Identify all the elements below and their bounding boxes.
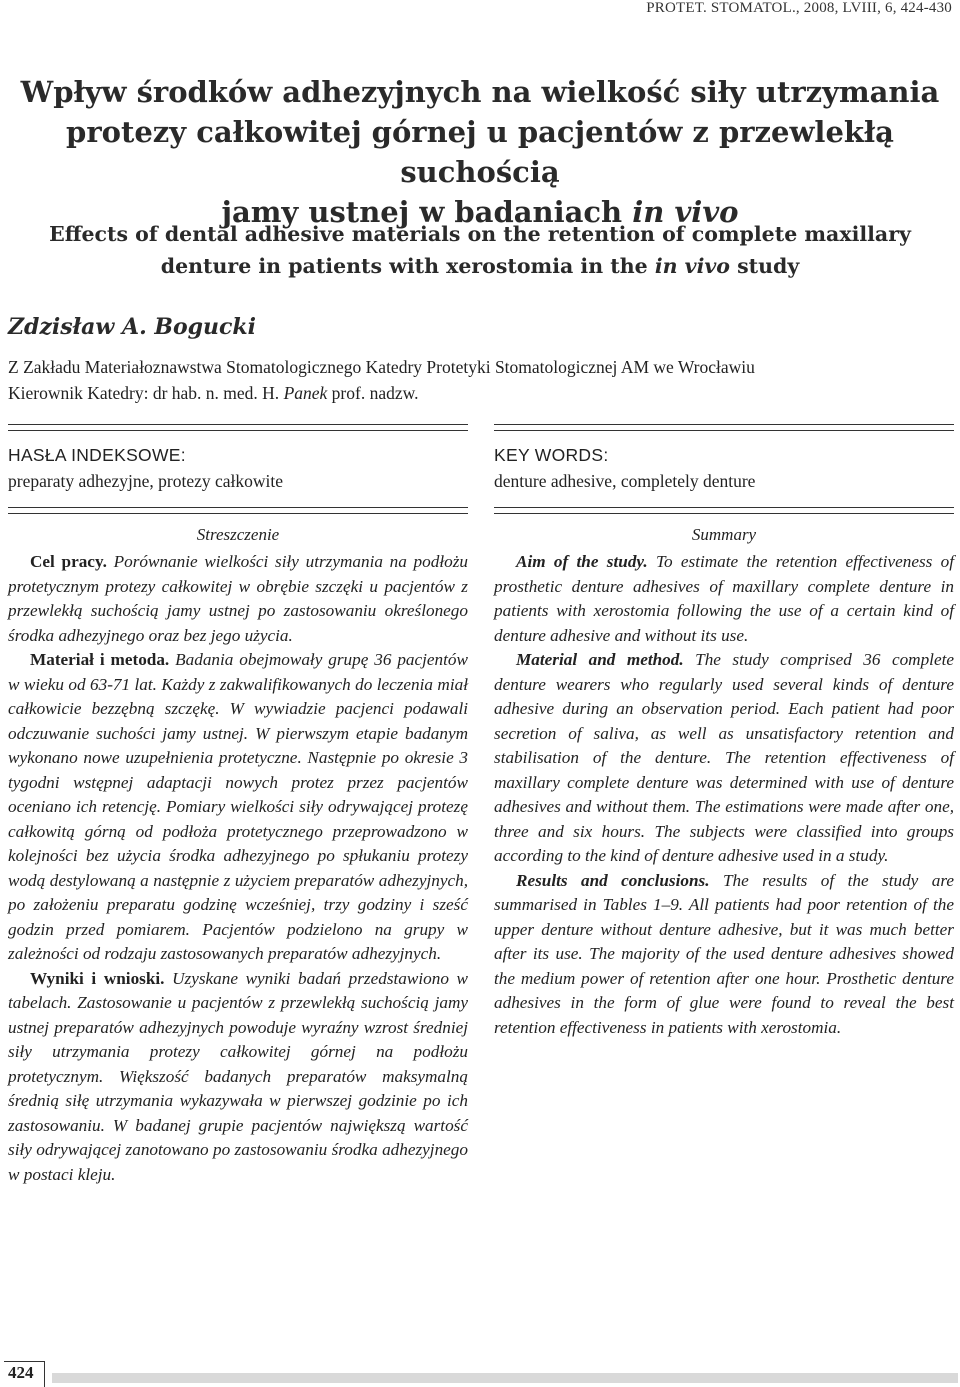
page-number: 424: [8, 1363, 34, 1382]
summary-polish-method-label: Materiał i metoda.: [30, 650, 170, 669]
summary-polish-results-text: Uzyskane wyniki badań przedstawiono w tabelach. Zastosowanie u pacjentów z przewlekłą suchością jamy ustnej preparatów adhezyjnych powoduje wyraźny wzrost średniej siły utrzymania protezy całkowitej górnej na podłożu protetycznym. Większość badanych preparatów maksymalną średnią siłę utrzymania wykazywała w pierwszej godzinie po ich zastosowaniu. W badanej grupie pacjentów największą wartość siły odrywającej zanotowano po zastosowaniu środka adhezyjnego w postaci kleju.: [8, 968, 468, 1184]
footer-bar: [52, 1373, 958, 1383]
summary-polish-method: [8, 648, 468, 967]
title-english-line-2-end: study: [729, 254, 800, 278]
affiliation-line-2: [8, 380, 958, 406]
keywords-polish-heading: HASŁA INDEKSOWE:: [8, 445, 186, 465]
summary-english-results-dash: –: [661, 895, 671, 914]
affiliation-head-name: Panek: [283, 383, 328, 403]
summary-polish-heading: Streszczenie: [196, 525, 280, 544]
summary-polish-aim-label: Cel pracy.: [30, 552, 107, 571]
summary-english-results-text-b: 9. All patients had poor retention of the upper denture without denture adhesive, but it was much better after its use. The majority of the used denture adhesives showed the medium power of retention after one hour. Prosthetic denture adhesives in the form of glue were found to reveal the best retention effectiveness in patients with xerostomia.: [494, 895, 954, 1037]
title-english-line-1: Effects of dental adhesive materials on the retention of complete maxillary: [49, 222, 911, 246]
footer-divider: [44, 1361, 45, 1387]
summary-english-results: [494, 869, 954, 1041]
summary-english-aim-label: Aim of the study.: [516, 552, 648, 571]
title-english-line-2-text: denture in patients with xerostomia in the: [160, 254, 655, 278]
rule-top-left-2: [8, 430, 468, 431]
keywords-english-heading: KEY WORDS:: [494, 445, 609, 465]
summary-english-results-text-a: The results of the study are summarised in Tables 1: [494, 870, 954, 914]
keywords-polish-text: preparaty adhezyjne, protezy całkowite: [8, 471, 284, 491]
rule-top-left-1: [8, 424, 468, 425]
rule-mid-left-1: [8, 507, 468, 508]
rule-mid-right-1: [494, 507, 954, 508]
title-polish: [0, 72, 960, 232]
summary-english-aim: [494, 550, 954, 648]
summary-english-method: [494, 648, 954, 869]
keywords-english-text: denture adhesive, completely denture: [494, 471, 756, 491]
summary-polish-aim-text: Porównanie wielkości siły utrzymania na podłożu protetycznym protezy całkowitej w obrębie szczęki u pacjentów z przewlekłą suchością jamy ustnej po zastosowaniu określonego środka adhezyjnego oraz bez jego użycia.: [8, 552, 468, 645]
title-polish-line-1: Wpływ środków adhezyjnych na wielkość siły utrzymania: [20, 75, 940, 109]
summary-polish-results-label: Wyniki i wnioski.: [30, 968, 165, 988]
title-english-line-2: [0, 250, 960, 282]
title-polish-line-3-text: jamy ustnej w badaniach: [221, 195, 633, 229]
rule-mid-right-2: [494, 513, 954, 514]
rule-top-right-2: [494, 430, 954, 431]
summary-polish: [8, 550, 468, 1187]
summary-english-results-label: Results and conclusions.: [516, 870, 710, 890]
title-english-in-vivo: in vivo: [654, 254, 730, 278]
footer-rule: [4, 1361, 44, 1362]
author: Zdzisław A. Bogucki: [8, 314, 257, 340]
rule-mid-left-2: [8, 513, 468, 514]
summary-english-method-label: Material and method.: [516, 650, 684, 669]
affiliation-head-text: Kierownik Katedry: dr hab. n. med. H.: [8, 383, 284, 403]
running-head: PROTET. STOMATOL., 2008, LVIII, 6, 424-430: [646, 0, 952, 16]
affiliation: [8, 354, 958, 406]
summary-english-method-text: The study comprised 36 complete denture wearers who regularly used several kinds of denture adhesive during an observation period. Each patient had poor secretion of saliva, as well as unsatisfactory retention and stabilisation of the denture. The retention effectiveness of maxillary complete denture was determined with use of denture adhesives and without them. The estimations were made after one, three and six hours. The subjects were classified into groups according to the kind of denture adhesive used in a study.: [494, 650, 954, 865]
summary-english-aim-text: To estimate the retention effectiveness of prosthetic denture adhesives of maxillary complete denture in patients with xerostomia following the use of a certain kind of denture adhesive and without its use.: [494, 552, 954, 645]
summary-polish-results: [8, 967, 468, 1188]
affiliation-line-1: Z Zakładu Materiałoznawstwa Stomatologicznego Katedry Protetyki Stomatologicznej AM we Wrocławiu: [8, 357, 755, 377]
summary-english-heading: Summary: [691, 525, 757, 544]
title-polish-line-2: protezy całkowitej górnej u pacjentów z przewlekłą suchością: [66, 115, 894, 189]
rule-top-right-1: [494, 424, 954, 425]
summary-polish-aim: [8, 550, 468, 648]
title-polish-in-vivo: in vivo: [632, 195, 739, 229]
summary-english: [494, 550, 954, 1040]
summary-polish-method-text: Badania obejmowały grupę 36 pacjentów w wieku od 63-71 lat. Każdy z zakwalifikowanych do leczenia miał całkowicie bezzębną szczękę. W wywiadzie pacjenci podawali odczuwanie suchości jamy ustnej. W pierwszym etapie badanym wykonano nowe uzupełnienia protetyczne. Następnie po okresie 3 tygodni wstępnej adaptacji nowych protez przez pacjentów oceniano ich retencję. Pomiary wielkości siły odrywającej protezę całkowitą górną od podłoża protetycznego przeprowadzono w kolejności bez użycia środka adhezyjnego po spłukaniu protezy wodą destylowaną a następnie z użyciem preparatów adhezyjnych, po założeniu preparatu godzinę wcześniej, trzy godziny i sześć godzin przed pomiarem. Pacjentów podzielono na grupy w zależności od rodzaju zastosowanych preparatów adhezyjnych.: [8, 650, 468, 963]
affiliation-head-title: prof. nadzw.: [327, 383, 419, 403]
title-english: [0, 218, 960, 282]
